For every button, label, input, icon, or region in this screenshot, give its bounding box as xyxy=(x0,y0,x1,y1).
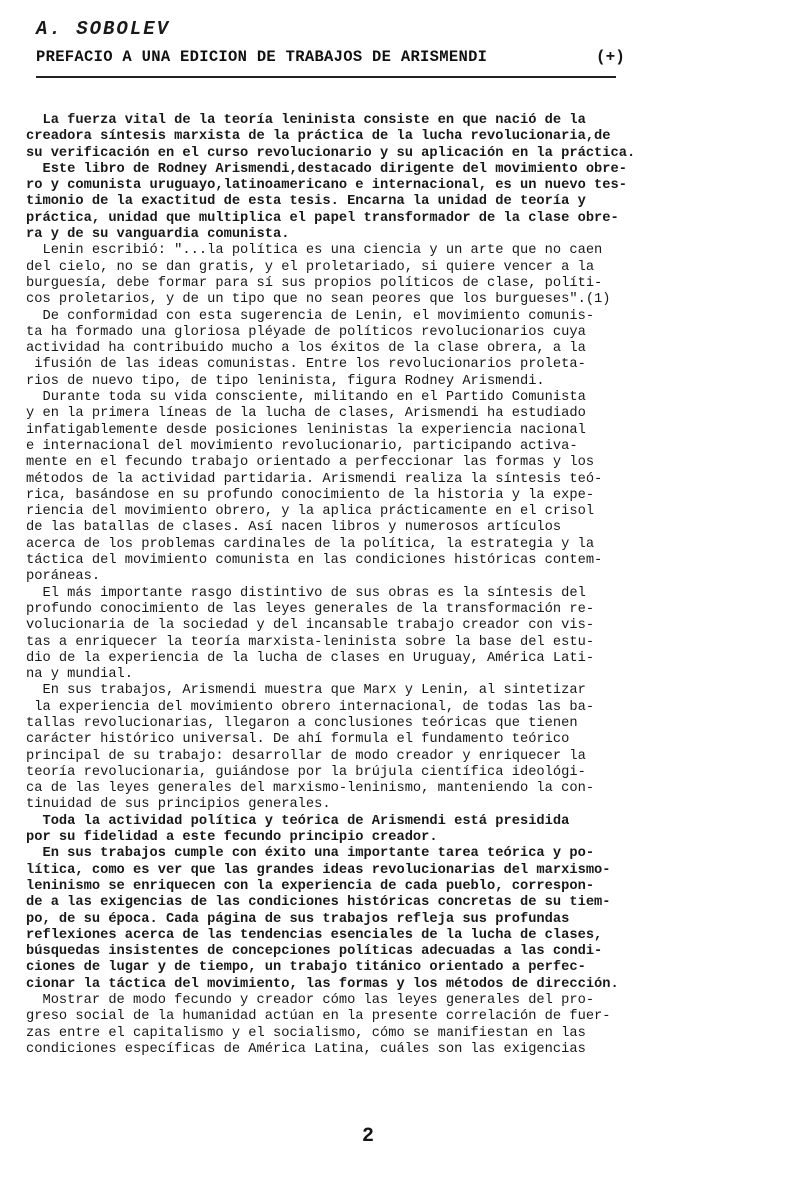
text-line: tas a enriquecer la teoría marxista-leninista sobre la base del estu- xyxy=(26,634,595,650)
text-line: de a las exigencias de las condiciones históricas concretas de su tiem- xyxy=(26,895,611,911)
text-line: acerca de los problemas cardinales de la política, la estrategia y la xyxy=(26,536,595,552)
document-title: PREFACIO A UNA EDICION DE TRABAJOS DE ARISMENDI xyxy=(36,48,488,66)
text-line: ta ha formado una gloriosa pléyade de políticos revolucionarios cuya xyxy=(26,324,586,340)
text-line: ifusión de las ideas comunistas. Entre los revolucionarios proleta- xyxy=(26,357,586,373)
text-line: ca de las leyes generales del marxismo-leninismo, manteniendo la con- xyxy=(26,781,595,797)
text-line: Este libro de Rodney Arismendi,destacado dirigente del movimiento obre- xyxy=(26,161,627,177)
text-line: teoría revolucionaria, guiándose por la brújula científica ideológi- xyxy=(26,764,586,780)
text-line: práctica, unidad que multiplica el papel transformador de la clase obre- xyxy=(26,210,619,226)
text-line: de las batallas de clases. Así nacen libros y numerosos artículos xyxy=(26,520,562,536)
text-line: su verificación en el curso revolucionario y su aplicación en la práctica. xyxy=(26,145,636,161)
text-line: búsquedas insistentes de concepciones políticas adecuadas a las condi- xyxy=(26,944,603,960)
body-text xyxy=(26,113,802,1058)
text-line: del cielo, no se dan gratis, y el proletariado, si quiere vencer a la xyxy=(26,259,595,275)
text-line: tallas revolucionarias, llegaron a conclusiones teóricas que tienen xyxy=(26,715,578,731)
text-line: na y mundial. xyxy=(26,667,134,683)
text-line: profundo conocimiento de las leyes generales de la transformación re- xyxy=(26,601,595,617)
text-line: cionar la táctica del movimiento, las formas y los métodos de dirección. xyxy=(26,976,619,992)
text-line: ra y de su vanguardia comunista. xyxy=(26,227,290,243)
text-line: En sus trabajos, Arismendi muestra que Marx y Lenin, al sintetizar xyxy=(26,683,586,699)
text-line: cos proletarios, y de un tipo que no sean peores que los burgueses".(1) xyxy=(26,292,611,308)
text-line: mente en el fecundo trabajo orientado a perfeccionar las formas y los xyxy=(26,455,595,471)
text-line: zas entre el capitalismo y el socialismo, cómo se manifiestan en las xyxy=(26,1025,586,1041)
text-line: Durante toda su vida consciente, militando en el Partido Comunista xyxy=(26,390,586,406)
text-line: Toda la actividad política y teórica de Arismendi está presidida xyxy=(26,813,570,829)
text-line: Mostrar de modo fecundo y creador cómo las leyes generales del pro- xyxy=(26,993,595,1009)
text-line: condiciones específicas de América Latina, cuáles son las exigencias xyxy=(26,1041,586,1057)
text-line: principal de su trabajo: desarrollar de modo creador y enriquecer la xyxy=(26,748,586,764)
footnote-marker: (+) xyxy=(596,48,625,66)
text-line: e internacional del movimiento revolucionario, participando activa- xyxy=(26,438,578,454)
text-line: creadora síntesis marxista de la práctica de la lucha revolucionaria,de xyxy=(26,129,611,145)
text-line: rica, basándose en su profundo conocimiento de la historia y la expe- xyxy=(26,487,595,503)
text-line: leninismo se enriquecen con la experiencia de cada pueblo, correspon- xyxy=(26,878,595,894)
text-line: dio de la experiencia de la lucha de clases en Uruguay, América Lati- xyxy=(26,650,595,666)
text-line: ciones de lugar y de tiempo, un trabajo titánico orientado a perfec- xyxy=(26,960,586,976)
text-line: poráneas. xyxy=(26,569,101,585)
text-line: volucionaria de la sociedad y del incansable trabajo creador con vis- xyxy=(26,618,595,634)
text-line: La fuerza vital de la teoría leninista consiste en que nació de la xyxy=(26,113,586,128)
text-line: timonio de la exactitud de esta tesis. Encarna la unidad de teoría y xyxy=(26,194,586,210)
title-underline xyxy=(36,76,616,78)
text-line: burguesía, debe formar para sí sus propios políticos de clase, políti- xyxy=(26,275,603,291)
text-line: Lenin escribió: "...la política es una ciencia y un arte que no caen xyxy=(26,243,603,259)
text-line: reflexiones acerca de las tendencias esenciales de la lucha de clases, xyxy=(26,927,603,943)
text-line: carácter histórico universal. De ahí formula el fundamento teórico xyxy=(26,732,570,748)
text-line: El más importante rasgo distintivo de sus obras es la síntesis del xyxy=(26,585,586,601)
text-line: rios de nuevo tipo, de tipo leninista, figura Rodney Arismendi. xyxy=(26,373,545,389)
text-line: tinuidad de sus principios generales. xyxy=(26,797,331,813)
text-line: En sus trabajos cumple con éxito una importante tarea teórica y po- xyxy=(26,846,595,862)
text-line: riencia del movimiento obrero, y la aplica prácticamente en el crisol xyxy=(26,504,595,520)
text-line: actividad ha contribuido mucho a los éxitos de la clase obrera, a la xyxy=(26,341,586,357)
author-name: A. SOBOLEV xyxy=(36,18,171,40)
text-line: infatigablemente desde posiciones leninistas la experiencia nacional xyxy=(26,422,586,438)
text-line: lítica, como es ver que las grandes ideas revolucionarias del marxismo- xyxy=(26,862,611,878)
text-line: la experiencia del movimiento obrero internacional, de todas las ba- xyxy=(26,699,595,715)
text-line: y en la primera líneas de la lucha de clases, Arismendi ha estudiado xyxy=(26,406,586,422)
text-line: táctica del movimiento comunista en las condiciones históricas contem- xyxy=(26,553,603,569)
text-line: por su fidelidad a este fecundo principio creador. xyxy=(26,830,438,846)
page-number: 2 xyxy=(362,1125,375,1148)
text-line: De conformidad con esta sugerencia de Lenin, el movimiento comunis- xyxy=(26,308,595,324)
text-line: po, de su época. Cada página de sus trabajos refleja sus profundas xyxy=(26,911,570,927)
text-line: ro y comunista uruguayo,latinoamericano e internacional, es un nuevo tes- xyxy=(26,178,627,194)
text-line: greso social de la humanidad actúan en la presente correlación de fuer- xyxy=(26,1009,611,1025)
text-line: métodos de la actividad partidaria. Arismendi realiza la síntesis teó- xyxy=(26,471,603,487)
